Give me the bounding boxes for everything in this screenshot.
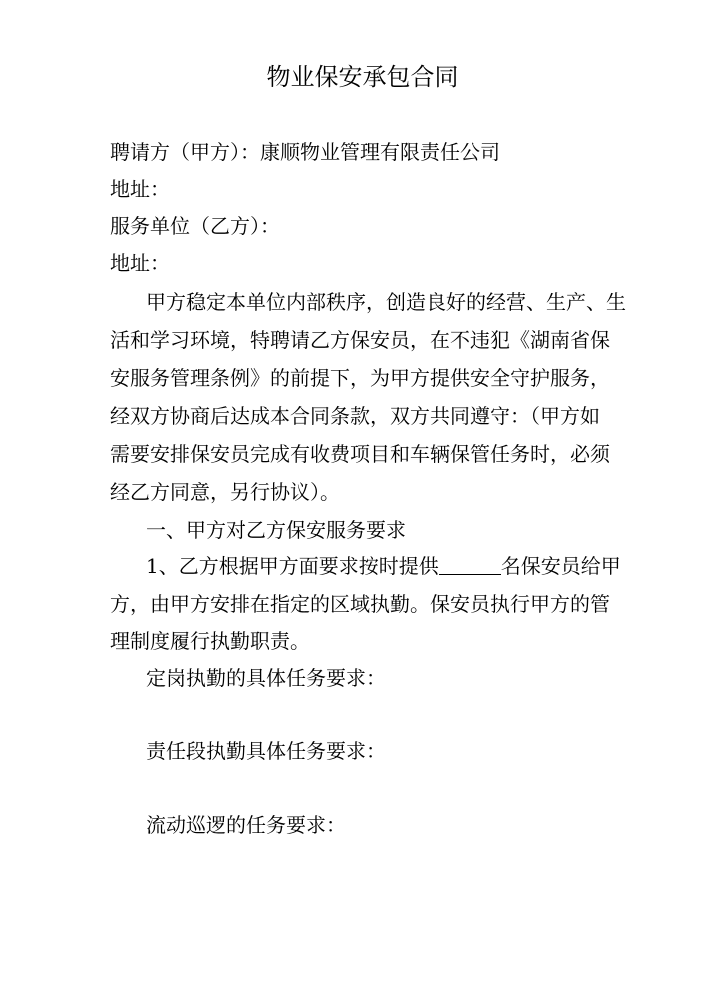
fixed-post-requirements: 定岗执勤的具体任务要求： — [146, 666, 386, 690]
section-1-heading: 一、甲方对乙方保安服务要求 — [146, 518, 406, 542]
party-a-name: 康顺物业管理有限责任公司 — [260, 140, 500, 164]
party-a-address: 地址： — [110, 177, 170, 201]
party-a-line — [110, 138, 500, 166]
item-1-line-1 — [146, 552, 621, 580]
intro-line-6: 经乙方同意，另行协议）。 — [110, 480, 340, 504]
party-b-address: 地址： — [110, 251, 170, 275]
intro-line-3: 安服务管理条例》的前提下，为甲方提供安全守护服务， — [110, 366, 610, 390]
party-a-label: 聘请方（甲方）： — [110, 140, 260, 164]
intro-line-1: 甲方稳定本单位内部秩序，创造良好的经营、生产、生 — [146, 290, 626, 314]
document-title: 物业保安承包合同 — [266, 63, 459, 91]
item-1-line-3: 理制度履行执勤职责。 — [110, 629, 310, 653]
item-1-text-a: 1、乙方根据甲方面要求按时提供 — [146, 554, 439, 578]
intro-line-2: 活和学习环境，特聘请乙方保安员，在不违犯《湖南省保 — [110, 328, 610, 352]
intro-line-4: 经双方协商后达成本合同条款，双方共同遵守：（甲方如 — [110, 404, 600, 428]
item-1-line-2: 方，由甲方安排在指定的区域执勤。保安员执行甲方的管 — [110, 592, 610, 616]
item-1-text-b: 名保安员给甲 — [500, 554, 621, 578]
party-b-line: 服务单位（乙方）： — [110, 214, 280, 238]
section-duty-requirements: 责任段执勤具体任务要求： — [146, 739, 386, 763]
quantity-blank — [439, 554, 501, 575]
patrol-requirements: 流动巡逻的任务要求： — [146, 813, 346, 837]
intro-line-5: 需要安排保安员完成有收费项目和车辆保管任务时，必须 — [110, 442, 610, 466]
